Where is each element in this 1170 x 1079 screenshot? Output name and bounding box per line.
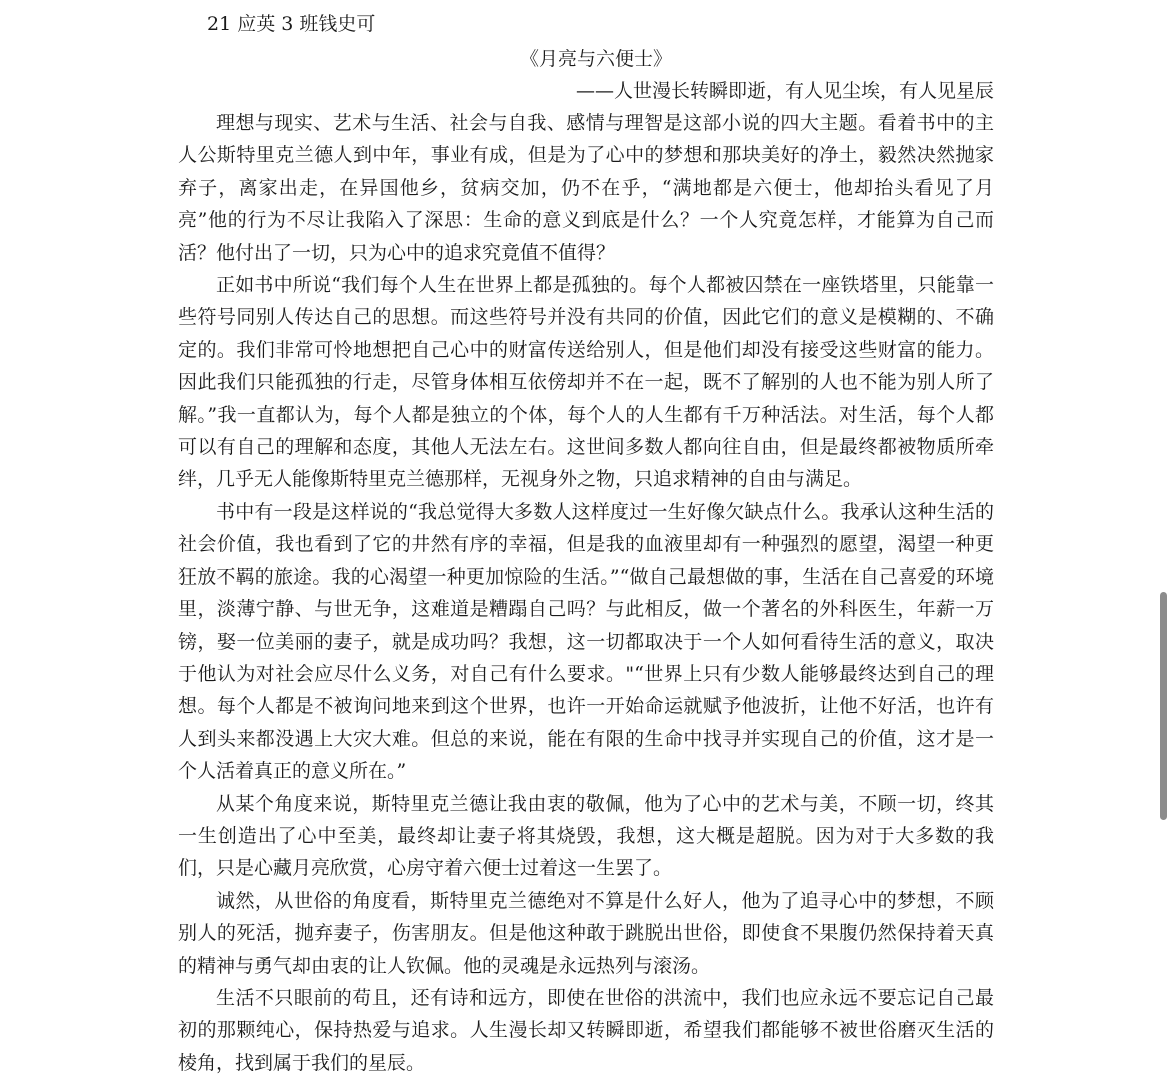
vertical-scrollbar[interactable] <box>1156 0 1170 1069</box>
paragraph-4: 从某个角度来说，斯特里克兰德让我由衷的敬佩，他为了心中的艺术与美，不顾一切，终其一生创造出了心中至美，最终却让妻子将其烧毁，我想，这大概是超脱。因为对于大多数的我们，只是心藏月亮欣赏，心房守着六便士过着这一生罢了。 <box>178 792 994 880</box>
paragraph-3: 书中有一段是这样说的“我总觉得大多数人这样度过一生好像欠缺点什么。我承认这种生活的社会价值，我也看到了它的井然有序的幸福，但是我的血液里却有一种强烈的愿望，渴望一种更狂放不羁的旅途。我的心渴望一种更加惊险的生活。”“做自己最想做的事，生活在自己喜爱的环境里，淡薄宁静、与世无争，这难道是糟蹋自己吗？与此相反，做一个著名的外科医生，年薪一万镑，娶一位美丽的妻子，就是成功吗？我想，这一切都取决于一个人如何看待生活的意义，取决于他认为对社会应尽什么义务，对自己有什么要求。"“世界上只有少数人能够最终达到自己的理想。每个人都是不被询问地来到这个世界，也许一开始命运就赋予他波折，让他不好活，也许有人到头来都没遇上大灾大难。但总的来说，能在有限的生命中找寻并实现自己的价值，这才是一个人活着真正的意义所在。” <box>178 500 994 783</box>
paragraph-6: 生活不只眼前的苟且，还有诗和远方，即使在世俗的洪流中，我们也应永远不要忘记自己最初的那颗纯心，保持热爱与追求。人生漫长却又转瞬即逝，希望我们都能够不被世俗磨灭生活的棱角，找到属于我们的星辰。 <box>178 986 994 1074</box>
essay-title: 《月亮与六便士》 <box>519 48 672 70</box>
essay-subtitle: ——人世漫长转瞬即逝，有人见尘埃，有人见星辰 <box>575 80 994 102</box>
scrollbar-thumb[interactable] <box>1160 592 1167 820</box>
paragraph-1: 理想与现实、艺术与生活、社会与自我、感情与理智是这部小说的四大主题。看着书中的主人公斯特里克兰德人到中年，事业有成，但是为了心中的梦想和那块美好的净土，毅然决然抛家弃子，离家出走，在异国他乡，贫病交加，仍不在乎，“满地都是六便士，他却抬头看见了月亮”他的行为不尽让我陷入了深思：生命的意义到底是什么？一个人究竟怎样，才能算为自己而活？他付出了一切，只为心中的追求究竟值不值得？ <box>178 112 994 264</box>
document-page <box>178 8 994 1079</box>
paragraph-2: 正如书中所说“我们每个人生在世界上都是孤独的。每个人都被囚禁在一座铁塔里，只能靠一些符号同别人传达自己的思想。而这些符号并没有共同的价值，因此它们的意义是模糊的、不确定的。我们非常可怜地想把自己心中的财富传送给别人，但是他们却没有接受这些财富的能力。因此我们只能孤独的行走，尽管身体相互依傍却并不在一起，既不了解别的人也不能为别人所了解。”我一直都认为，每个人都是独立的个体，每个人的人生都有千万种活法。对生活，每个人都可以有自己的理解和态度，其他人无法左右。这世间多数人都向往自由，但是最终都被物质所牵绊，几乎无人能像斯特里克兰德那样，无视身外之物，只追求精神的自由与满足。 <box>178 274 994 491</box>
paragraph-5: 诚然，从世俗的角度看，斯特里克兰德绝对不算是什么好人，他为了追寻心中的梦想，不顾别人的死活，抛弃妻子，伤害朋友。但是他这种敢于跳脱出世俗，即使食不果腹仍然保持着天真的精神与勇气却由衷的让人钦佩。他的灵魂是永远热列与滚汤。 <box>178 889 994 977</box>
author-line: 21 应英 3 班钱史可 <box>207 13 376 35</box>
